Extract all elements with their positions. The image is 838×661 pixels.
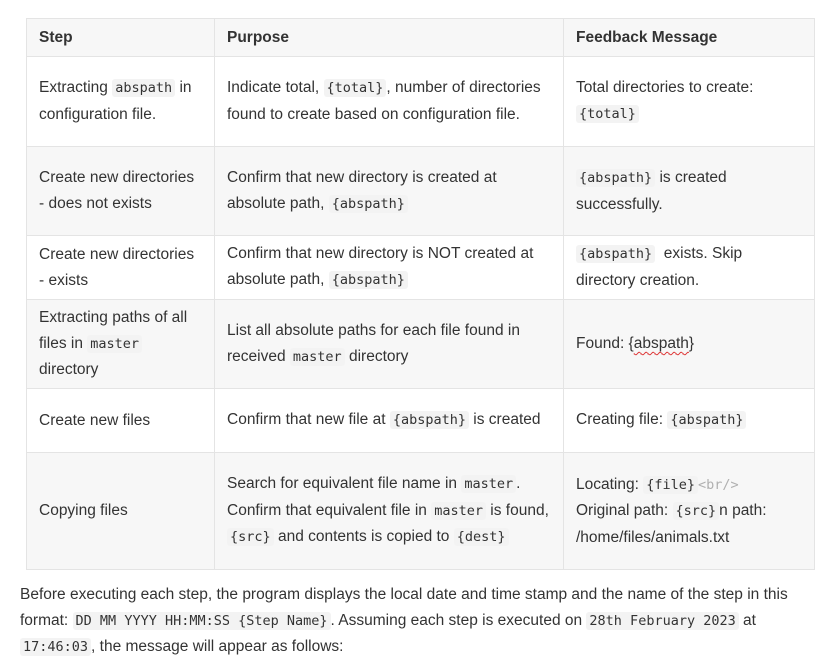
feedback-cell: {abspath} is created successfully.: [564, 147, 815, 236]
feedback-cell: {abspath} exists. Skip directory creation.: [564, 236, 815, 300]
feedback-cell: Found: {abspath}: [564, 300, 815, 389]
purpose-cell: Indicate total, {total} , number of directories found to create based on configuration file.: [215, 57, 564, 147]
format-description-paragraph: Before executing each step, the program displays the local date and time stamp and the name of the step in this format: DD MM YYYY HH:MM:SS {Step Name} . Assuming each step is executed on 28th February 2023 at 17:46:03 , the message will appear as follows:: [20, 586, 788, 656]
steps-table: [26, 18, 815, 570]
header-purpose: Purpose: [215, 19, 564, 57]
purpose-cell: Confirm that new directory is NOT created at absolute path, {abspath}: [215, 236, 564, 300]
feedback-cell: Locating: {file} <br/> Original path: {src} n path: /home/files/animals.txt: [564, 453, 815, 570]
br-tag-text: <br/>: [698, 476, 739, 493]
step-cell: Create new directories - does not exists: [27, 147, 215, 236]
step-cell: Copying files: [27, 453, 215, 570]
spellcheck-underline: abspath: [633, 335, 689, 353]
purpose-cell: List all absolute paths for each file found in received master directory: [215, 300, 564, 389]
header-feedback: Feedback Message: [564, 19, 815, 57]
table-row: [27, 57, 815, 147]
header-step: Step: [27, 19, 215, 57]
step-cell: Extracting paths of all files in master directory: [27, 300, 215, 389]
table-row: [27, 236, 815, 300]
table-row: [27, 300, 815, 389]
purpose-cell: Search for equivalent file name in master . Confirm that equivalent file in master is found, {src} and contents is copied to {dest}: [215, 453, 564, 570]
step-cell: Create new directories - exists: [27, 236, 215, 300]
step-cell: Extracting abspath in configuration file.: [27, 57, 215, 147]
table-row: [27, 147, 815, 236]
purpose-cell: Confirm that new file at {abspath} is created: [215, 389, 564, 453]
feedback-cell: Creating file: {abspath}: [564, 389, 815, 453]
table-row: [27, 453, 815, 570]
table-row: [27, 389, 815, 453]
feedback-cell: Total directories to create: {total}: [564, 57, 815, 147]
table-header-row: [27, 19, 815, 57]
purpose-cell: Confirm that new directory is created at absolute path, {abspath}: [215, 147, 564, 236]
step-cell: Create new files: [27, 389, 215, 453]
